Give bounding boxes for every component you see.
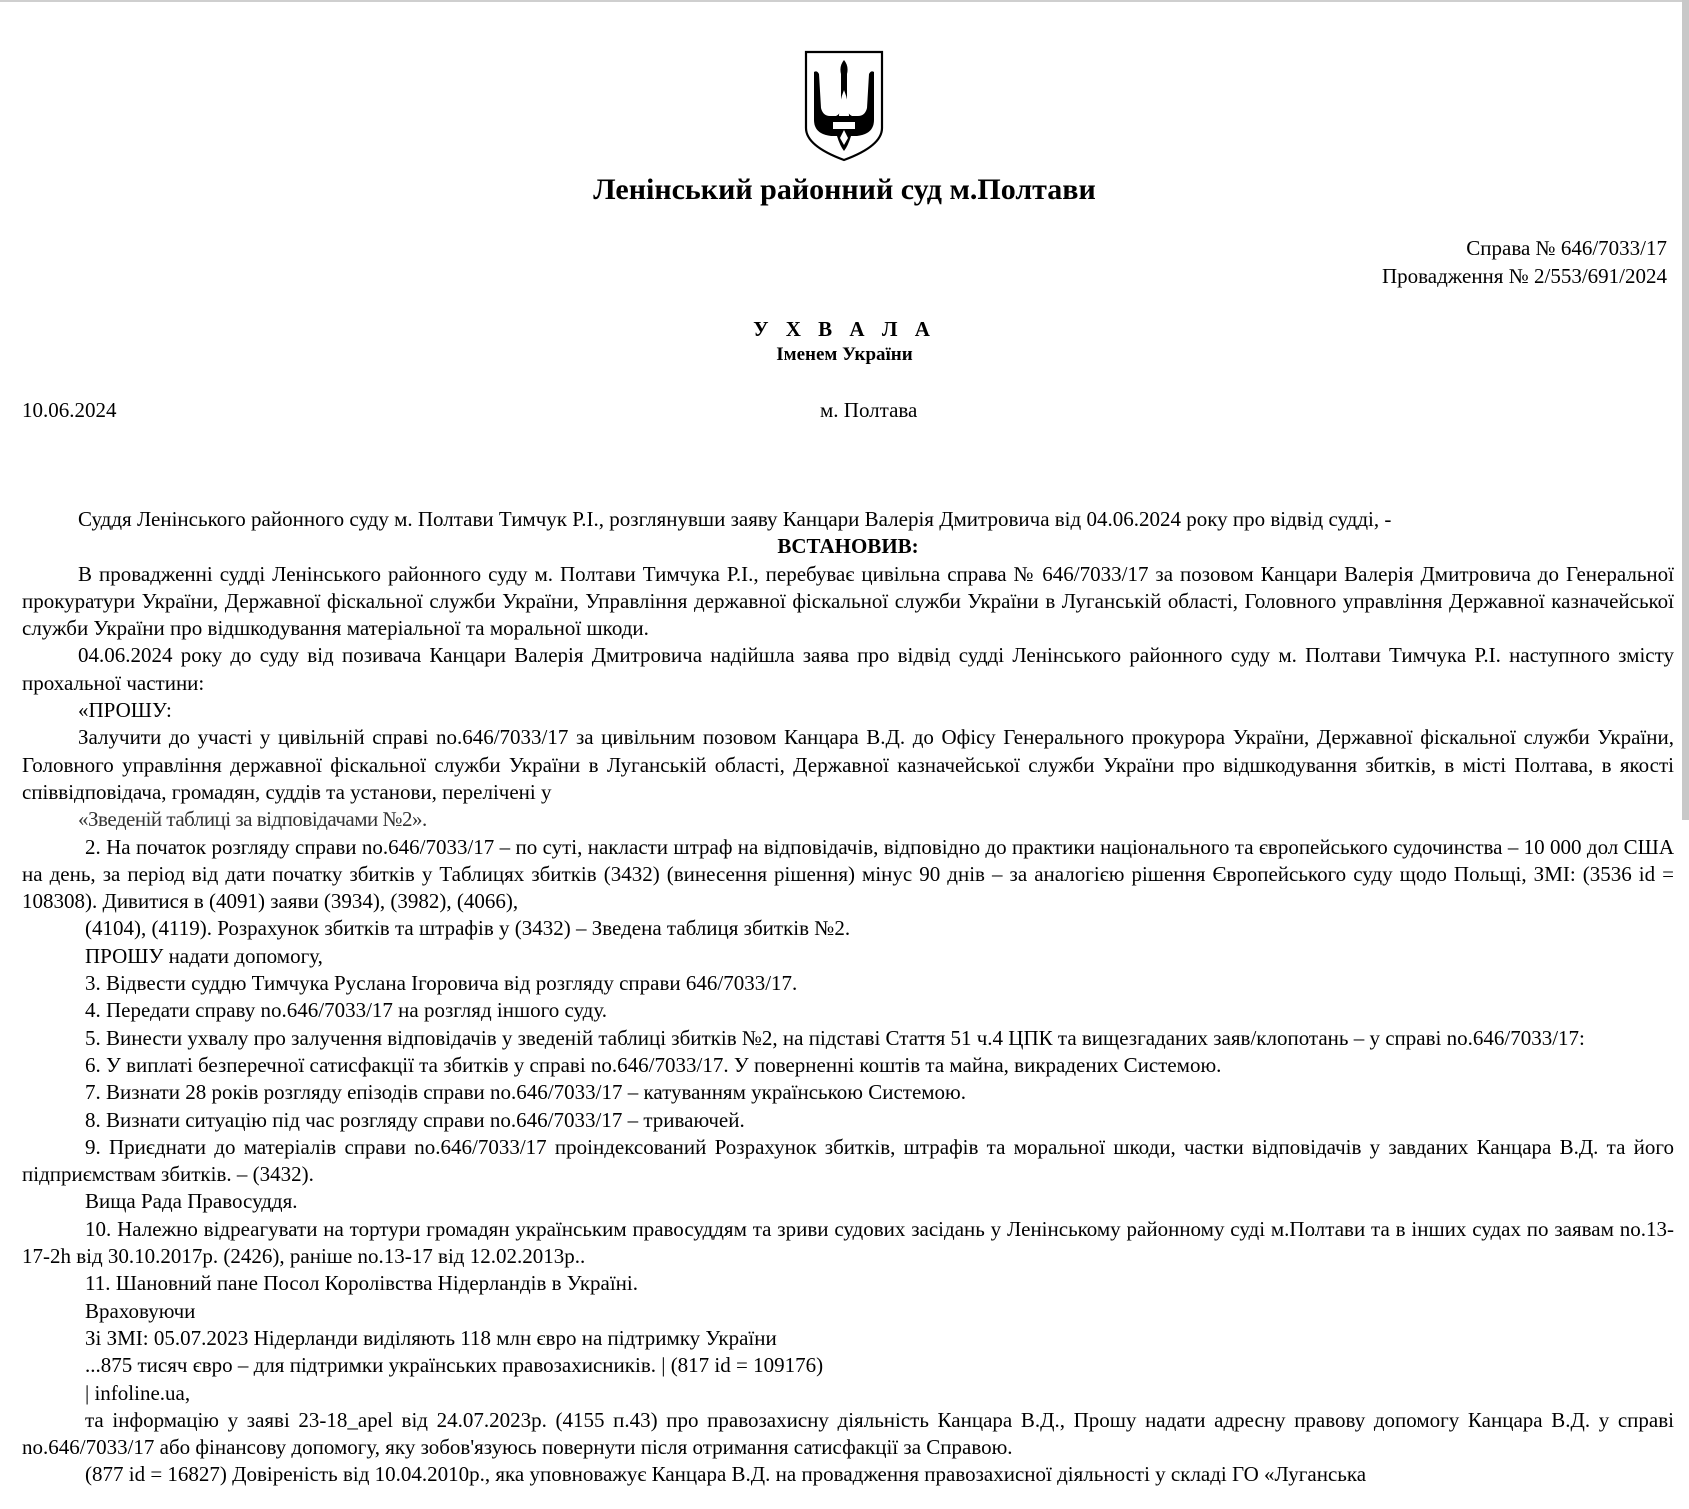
paragraph: 10. Належно відреагувати на тортури громадян українським правосуддям та зриви судових засідань у Ленінському районному суді м.Полтави та в інших судах по заявам no.13-17-2h від 30.10.2017р. (2426), раніше no.13-17 від 12.02.2013р.. [22,1216,1674,1269]
scrollbar[interactable] [1682,0,1689,820]
paragraph: 7. Визнати 28 років розгляду епізодів справи no.646/7033/17 – катуванням українською Системою. [85,1080,966,1105]
paragraph: та інформацію у заяві 23-18_apel від 24.07.2023р. (4155 п.43) про правозахисну діяльність Канцара В.Д., Прошу надати адресну правову допомогу Канцара В.Д. у справі no.646/7033/17 або фінансову допомогу, яку зобов'язуюсь повернути після отримання сатисфакції за Справою. [22,1407,1674,1460]
paragraph: «Зведеній таблиці за відповідачами №2». [78,807,427,832]
paragraph: | infoline.ua, [85,1380,191,1405]
paragraph: 5. Винести ухвалу про залучення відповідачів у зведеній таблиці збитків №2, на підставі Стаття 51 ч.4 ЦПК та вищезгаданих заяв/клопотань – у справі no.646/7033/17: [85,1025,1585,1050]
paragraph: 9. Приєднати до матеріалів справи no.646/7033/17 проіндексований Розрахунок збитків, штрафів та моральної шкоди, частки відповідачів у завданих Канцара В.Д. та його підприємствам збитків. – (3432). [22,1134,1674,1187]
intro-paragraph: Суддя Ленінського районного суду м. Полтави Тимчук Р.І., розглянувши заяву Канцари Валерія Дмитровича від 04.06.2024 року про відвід судді, - [78,507,1392,531]
document-body [22,506,1674,1489]
paragraph: (4104), (4119). Розрахунок збитків та штрафів у (3432) – Зведена таблиця збитків №2. [85,916,851,941]
paragraph: «ПРОШУ: [78,698,172,723]
proceeding-number: Провадження № 2/553/691/2024 [1381,264,1667,288]
paragraph: 8. Визнати ситуацію під час розгляду справи no.646/7033/17 – триваючей. [85,1107,745,1132]
paragraph: 04.06.2024 року до суду від позивача Канцари Валерія Дмитровича надійшла заява про відвід судді Ленінського районного суду м. Полтави Тимчука Р.І. наступного змісту прохальної частини: [22,643,1674,695]
top-border [0,0,1689,2]
case-info [1382,234,1667,290]
coat-of-arms-icon [803,50,885,162]
document-date: 10.06.2024 [22,398,117,422]
document-city: м. Полтава [820,398,918,422]
document-title: У Х В А Л А [753,317,936,341]
paragraph: Залучити до участі у цивільній справі no.646/7033/17 за цивільним позовом Канцара В.Д. до Офісу Генерального прокурора України, Державної фіскальної служби України, Головного управління державної фіскальної служби України в Луганській області, Державної казначейської служби України про відшкодування збитків, в місті Полтава, в якості співвідповідача, громадян, суддів та установи, перелічені у [22,725,1674,804]
established-heading: ВСТАНОВИВ: [777,534,919,559]
paragraph: ПРОШУ надати допомогу, [85,943,323,968]
paragraph: Враховуючи [85,1298,196,1323]
paragraph: 2. На початок розгляду справи no.646/7033/17 – по суті, накласти штраф на відповідачів, відповідно до практики національного та європейського судочинства – 10 000 дол США на день, за період від дати початку збитків у Таблицях збитків (3432) (винесення рішення) мінус 90 днів – за аналогією рішення Європейського суду щодо Польщі, ЗМІ: (3536 id = 108308). Дивитися в (4091) заяви (3934), (3982), (4066), [22,834,1674,914]
paragraph: Зі ЗМІ: 05.07.2023 Нідерланди виділяють 118 млн євро на підтримку України [85,1325,777,1350]
document-subtitle: Іменем України [776,344,913,365]
court-name: Ленінський районний суд м.Полтави [593,173,1096,206]
paragraph: 4. Передати справу no.646/7033/17 на розгляд іншого суду. [85,998,608,1023]
paragraph: 11. Шановний пане Посол Королівства Нідерландів в Україні. [85,1271,638,1296]
paragraph: 3. Відвести суддю Тимчука Руслана Ігоровича від розгляду справи 646/7033/17. [85,971,798,996]
case-number: Справа № 646/7033/17 [1466,236,1667,260]
paragraph: ...875 тисяч євро – для підтримки українських правозахисників. | (817 id = 109176) [85,1353,824,1378]
paragraph: 6. У виплаті безперечної сатисфакції та збитків у справі no.646/7033/17. У поверненні коштів та майна, викрадених Системою. [85,1052,1222,1077]
paragraph: В провадженні судді Ленінського районного суду м. Полтави Тимчука Р.І., перебуває цивільна справа № 646/7033/17 за позовом Канцари Валерія Дмитровича до Генеральної прокуратури України, Державної фіскальної служби України, Управління державної фіскальної служби України в Луганській області, Головного управління Державної казначейської служби України про відшкодування матеріальної та моральної шкоди. [22,561,1674,641]
paragraph: (877 id = 16827) Довіреність від 10.04.2010р., яка уповноважує Канцара В.Д. на провадження правозахисної діяльності у складі ГО «Луганська [85,1462,1367,1487]
paragraph: Вища Рада Правосуддя. [85,1189,298,1214]
